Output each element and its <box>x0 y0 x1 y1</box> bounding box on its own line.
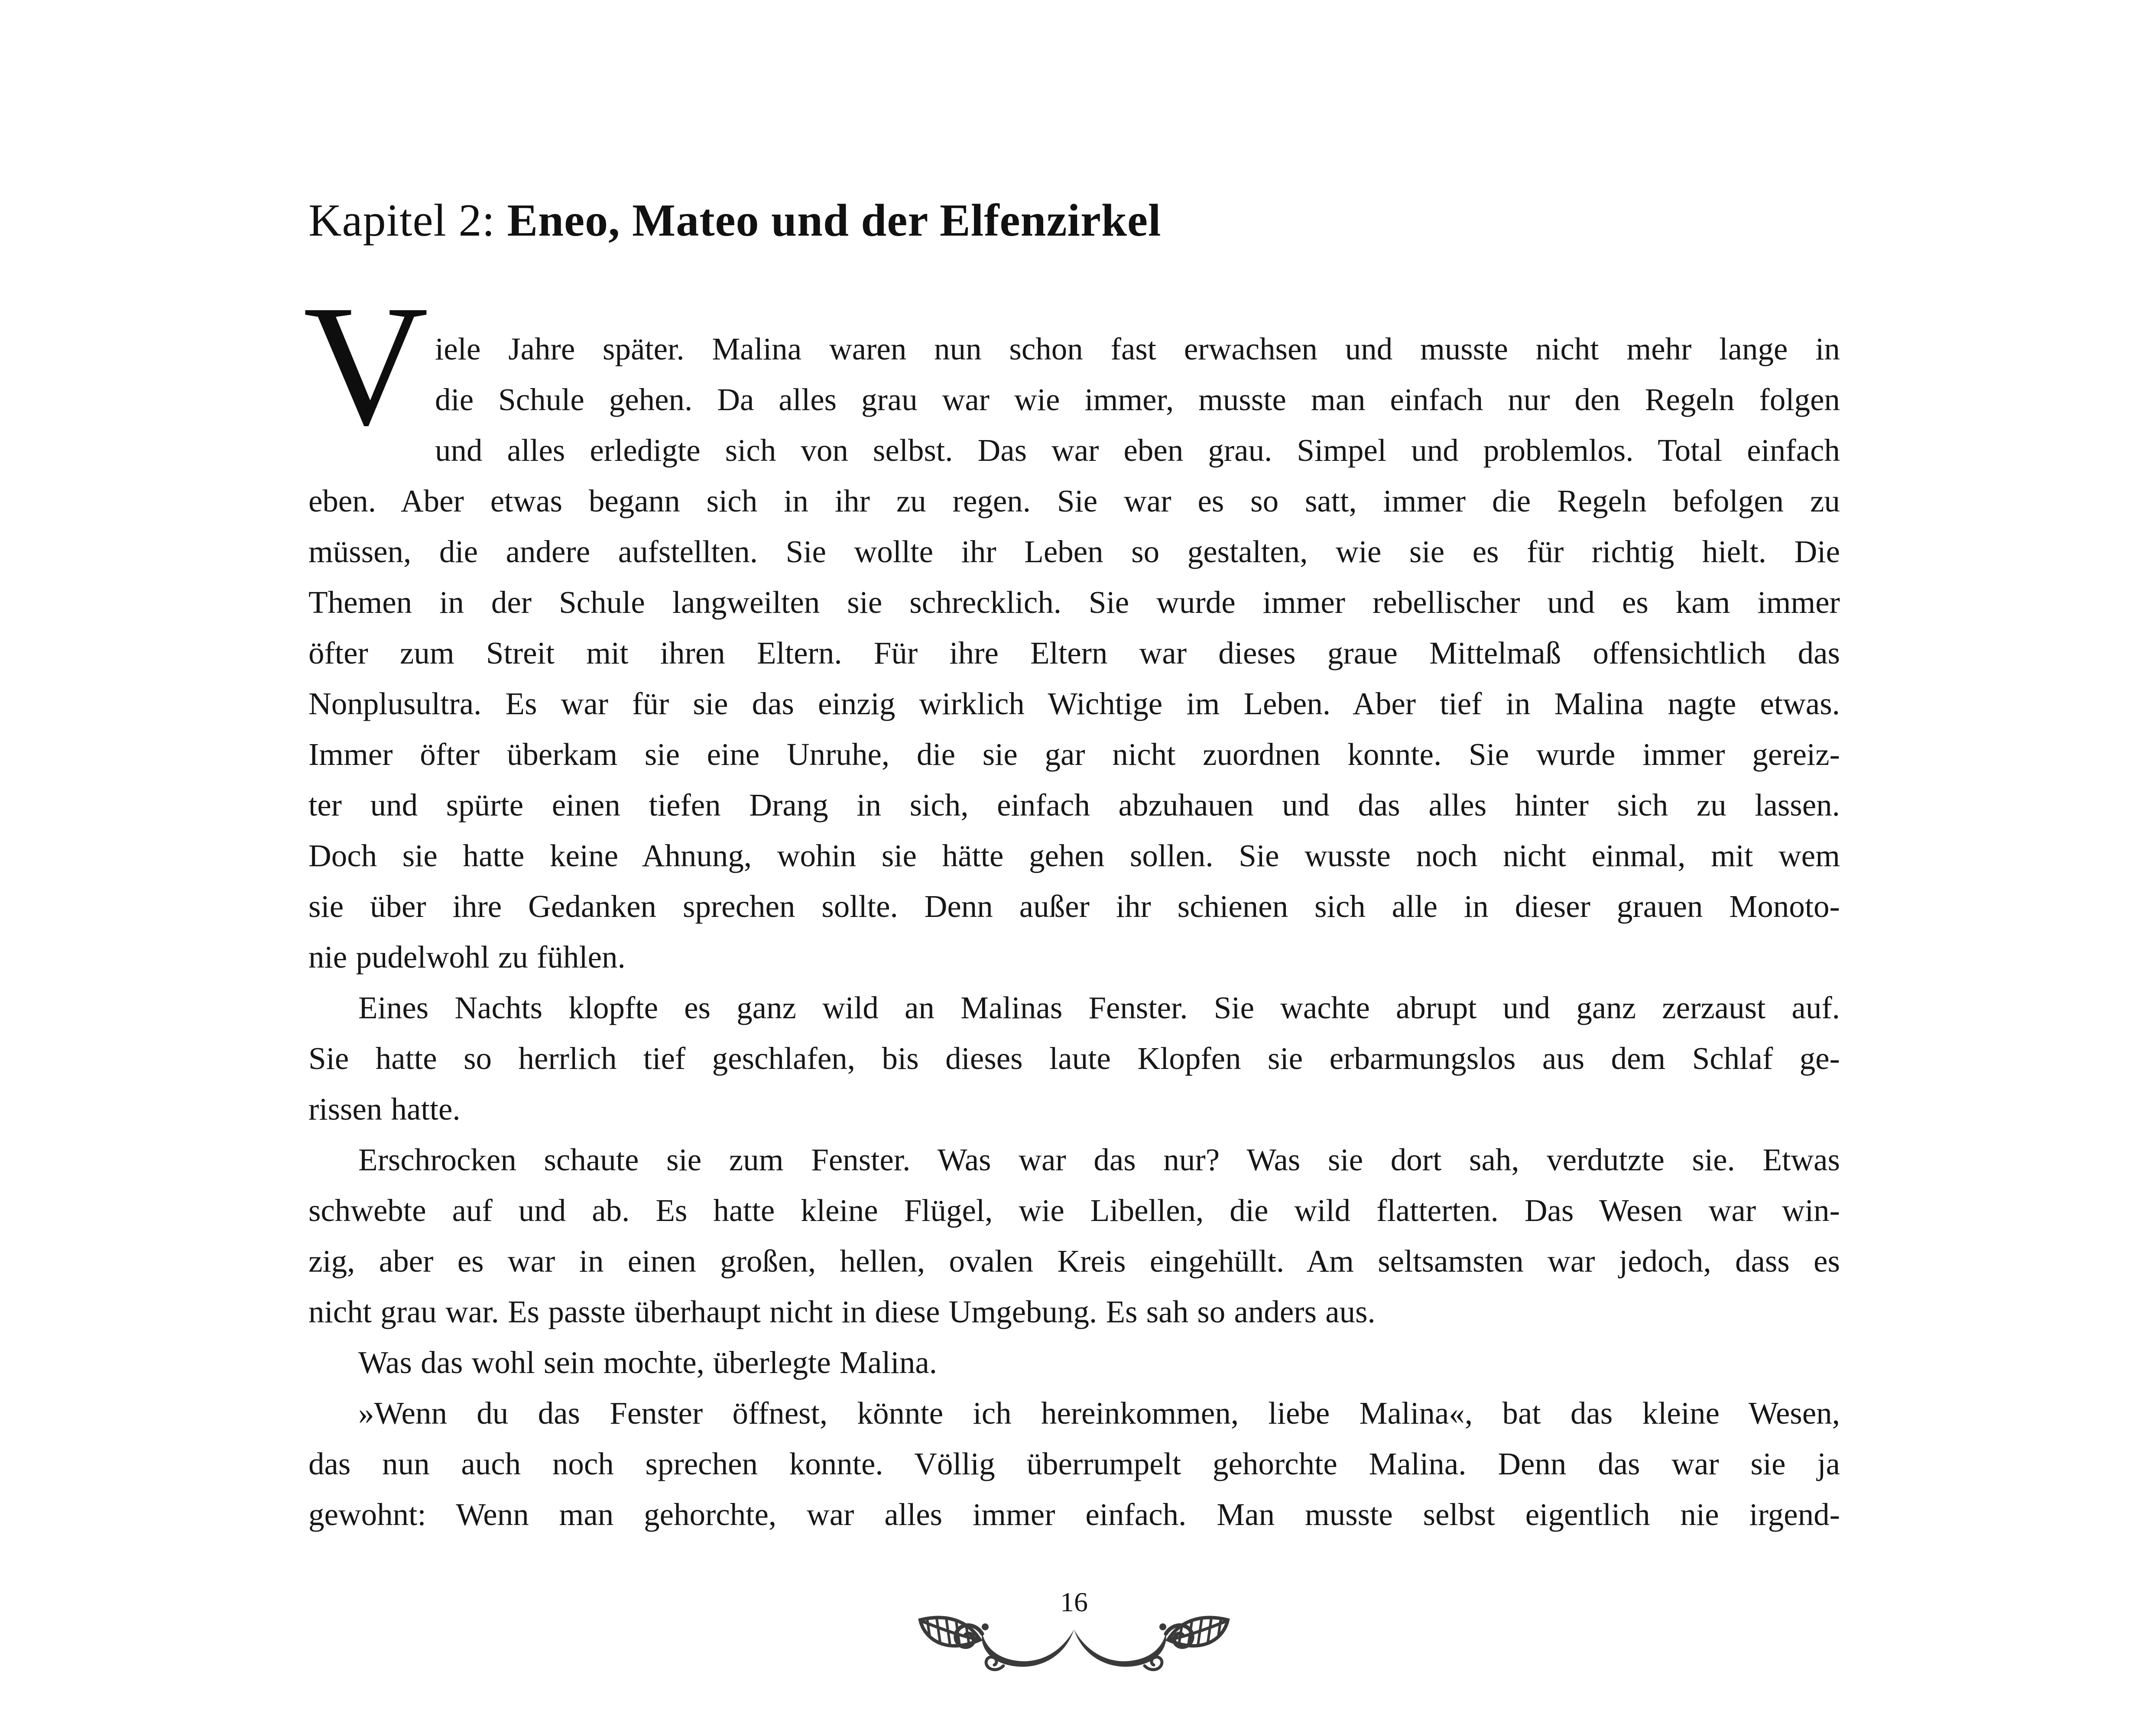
text-line: Nonplusultra. Es war für sie das einzig wirklich Wichtige im Leben. Aber tief in Malina nagte etwas. <box>308 686 1840 721</box>
text-line: nie pudelwohl zu fühlen. <box>308 939 626 975</box>
scroll-spirals <box>956 1625 1192 1670</box>
text-line: rissen hatte. <box>308 1091 461 1127</box>
text-line: öfter zum Streit mit ihren Eltern. Für ihre Eltern war dieses graue Mittelmaß offensichtlich das <box>308 635 1840 670</box>
text-line: gewohnt: Wenn man gehorchte, war alles immer einfach. Man musste selbst eigentlich nie irgend- <box>308 1497 1840 1532</box>
flourish-center <box>982 1623 1166 1667</box>
chapter-title <box>308 194 1161 247</box>
page-number: 16 <box>1060 1587 1088 1617</box>
text-line: die Schule gehen. Da alles grau war wie immer, musste man einfach nur den Regeln folgen <box>435 382 1840 417</box>
drop-cap-letter: V <box>303 269 428 461</box>
text-line: »Wenn du das Fenster öffnest, könnte ich hereinkommen, liebe Malina«, bat das kleine Wesen, <box>358 1396 1840 1431</box>
text-line: nicht grau war. Es passte überhaupt nicht in diese Umgebung. Es sah so anders aus. <box>308 1294 1376 1329</box>
text-line: und alles erledigte sich von selbst. Das war eben grau. Simpel und problemlos. Total einfach <box>435 433 1840 468</box>
body-text <box>308 324 1840 1540</box>
text-line: Eines Nachts klopfte es ganz wild an Malinas Fenster. Sie wachte abrupt und ganz zerzaust auf. <box>358 990 1840 1025</box>
chapter-name: Eneo, Mateo und der Elfenzirkel <box>507 195 1162 246</box>
chapter-label: Kapitel 2: <box>308 195 507 246</box>
text-line: Doch sie hatte keine Ahnung, wohin sie hätte gehen sollen. Sie wusste noch nicht einmal, mit wem <box>308 838 1840 873</box>
text-line: Themen in der Schule langweilten sie schrecklich. Sie wurde immer rebellischer und es kam immer <box>308 585 1840 620</box>
text-line: iele Jahre später. Malina waren nun schon fast erwachsen und musste nicht mehr lange in <box>435 331 1840 366</box>
text-line: müssen, die andere aufstellten. Sie wollte ihr Leben so gestalten, wie sie es für richtig hielt. Die <box>308 534 1840 569</box>
text-line: zig, aber es war in einen großen, hellen, ovalen Kreis eingehüllt. Am seltsamsten war jedoch, dass es <box>308 1244 1840 1279</box>
text-line: Immer öfter überkam sie eine Unruhe, die sie gar nicht zuordnen konnte. Sie wurde immer gereiz- <box>308 737 1840 772</box>
text-line: Sie hatte so herrlich tief geschlafen, bis dieses laute Klopfen sie erbarmungslos aus dem Schlaf ge- <box>308 1041 1840 1076</box>
text-line: Erschrocken schaute sie zum Fenster. Was war das nur? Was sie dort sah, verdutzte sie. Etwas <box>358 1142 1840 1177</box>
text-line: Was das wohl sein mochte, überlegte Malina. <box>358 1345 937 1380</box>
text-line: sie über ihre Gedanken sprechen sollte. Denn außer ihr schienen sich alle in dieser grauen Monoto- <box>308 889 1840 924</box>
text-line: schwebte auf und ab. Es hatte kleine Flügel, wie Libellen, die wild flatterten. Das Wesen war win- <box>308 1193 1840 1228</box>
text-line: eben. Aber etwas begann sich in ihr zu regen. Sie war es so satt, immer die Regeln befolgen zu <box>308 483 1840 518</box>
text-line: ter und spürte einen tiefen Drang in sich, einfach abzuhauen und das alles hinter sich zu lassen. <box>308 787 1840 823</box>
text-line: das nun auch noch sprechen konnte. Völlig überrumpelt gehorchte Malina. Denn das war sie ja <box>308 1446 1840 1481</box>
footer-ornament <box>912 1603 1236 1694</box>
